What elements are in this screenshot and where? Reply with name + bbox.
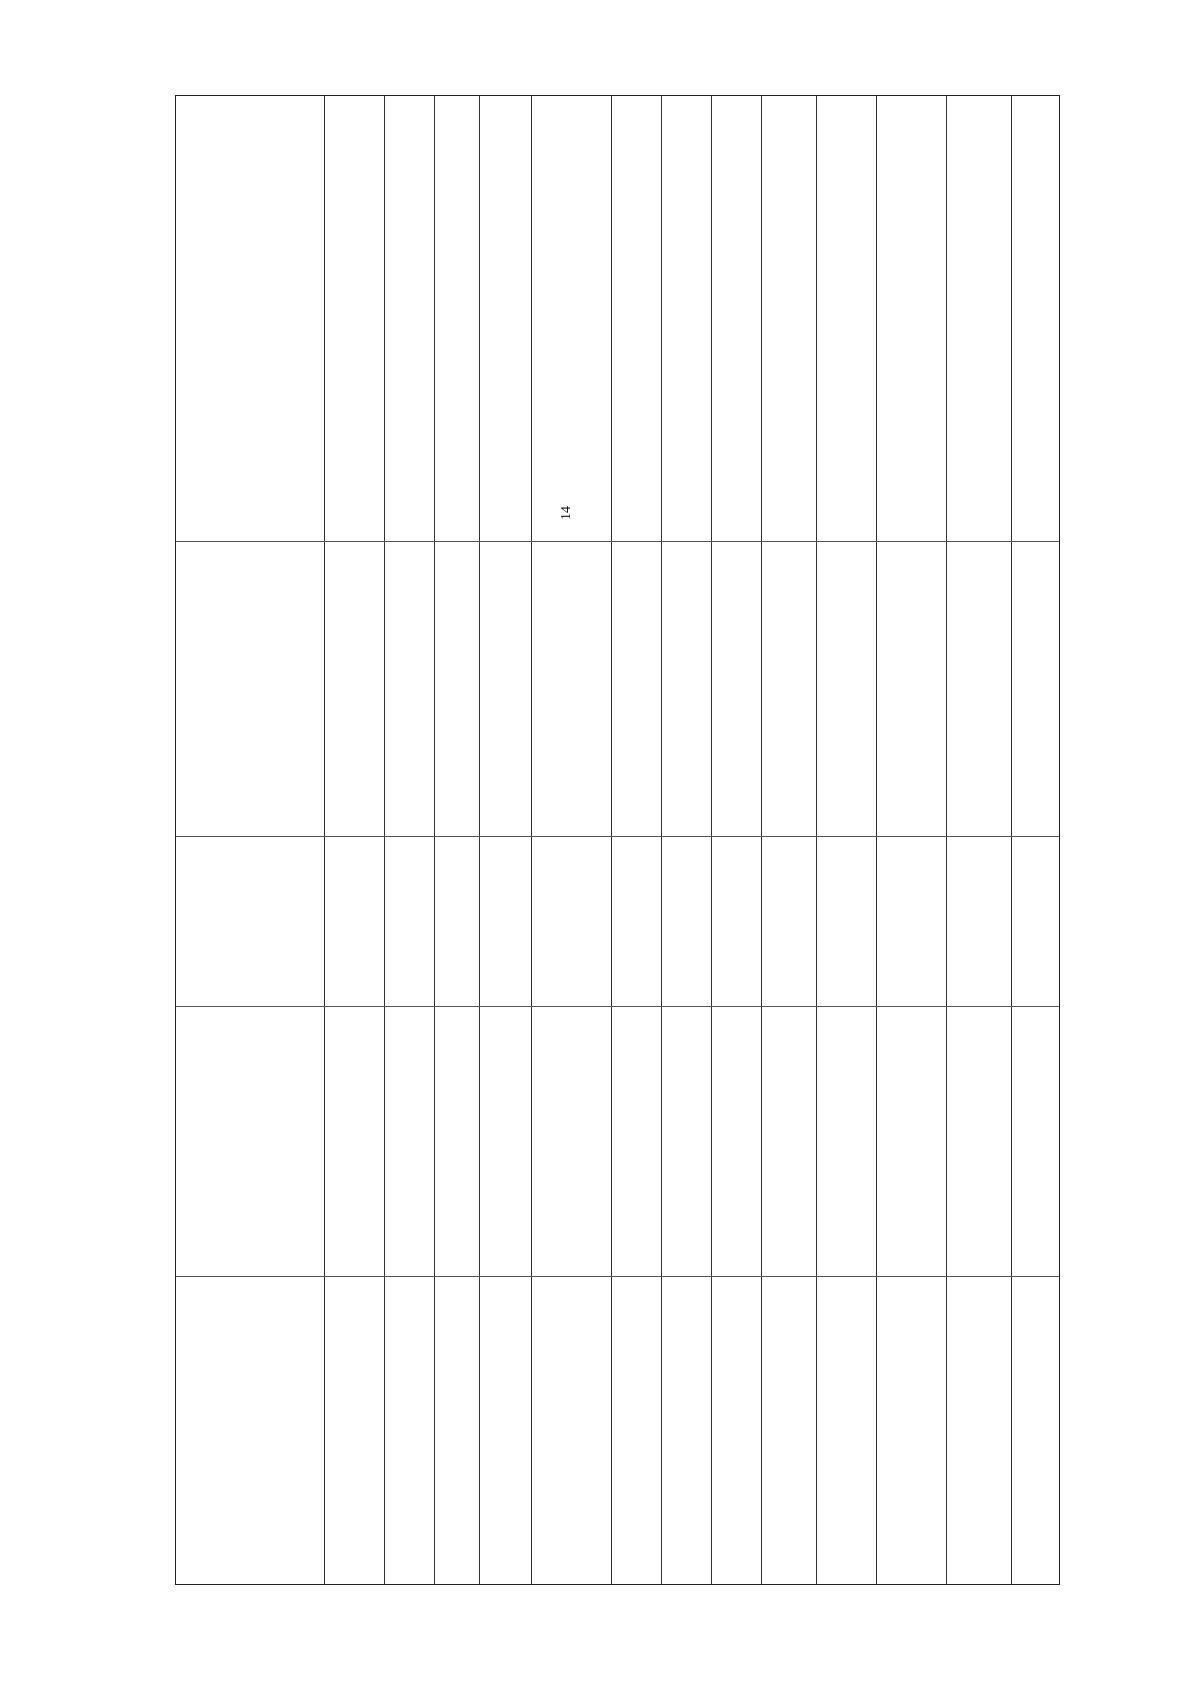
row-divider xyxy=(876,96,877,1584)
row-divider xyxy=(434,96,435,1584)
row-divider xyxy=(816,96,817,1584)
indicator-table xyxy=(175,95,1060,1585)
page-number: 14 xyxy=(559,506,574,520)
row-divider xyxy=(761,96,762,1584)
row-divider xyxy=(384,96,385,1584)
row-divider xyxy=(531,96,532,1584)
column-divider xyxy=(176,541,1059,542)
row-divider xyxy=(1011,96,1012,1584)
row-divider xyxy=(661,96,662,1584)
row-divider xyxy=(711,96,712,1584)
row-divider xyxy=(946,96,947,1584)
column-divider xyxy=(176,1276,1059,1277)
column-divider xyxy=(176,1006,1059,1007)
column-divider xyxy=(176,836,1059,837)
row-divider xyxy=(611,96,612,1584)
row-divider xyxy=(479,96,480,1584)
row-divider xyxy=(324,96,325,1584)
